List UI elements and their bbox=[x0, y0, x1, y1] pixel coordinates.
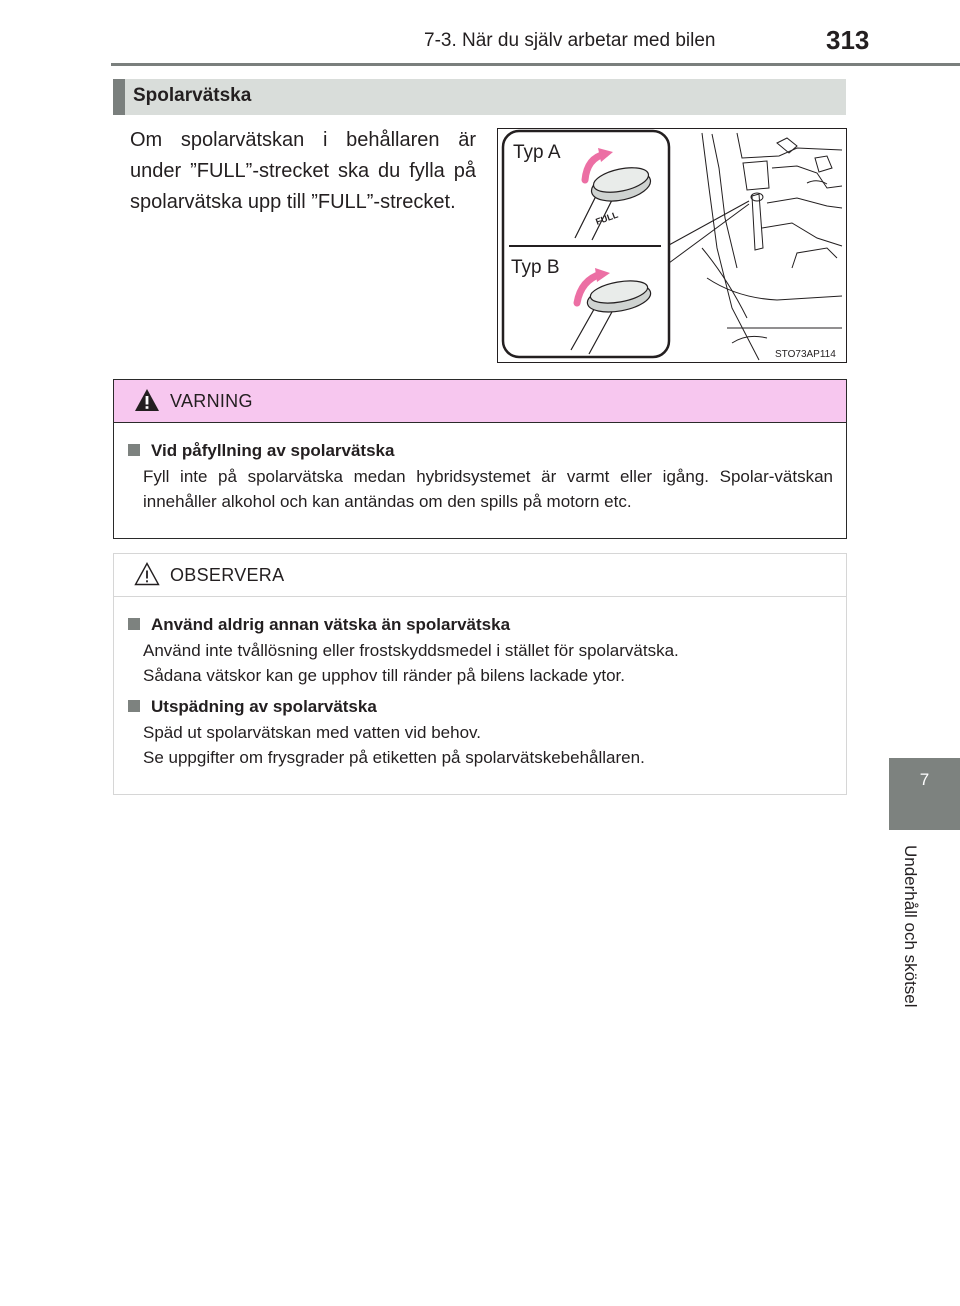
section-title: Spolarvätska bbox=[133, 85, 252, 106]
notice-item-line: Se uppgifter om frysgrader på etiketten på spolarvätskebehållaren. bbox=[143, 748, 645, 767]
notice-header bbox=[114, 554, 846, 597]
bullet-square bbox=[128, 618, 140, 630]
label-typ-a: Typ A bbox=[513, 142, 561, 163]
warning-item bbox=[128, 440, 833, 514]
intro-paragraph: Om spolarvätskan i behållaren är under ”FULL”-strecket ska du fylla på spolarvätska upp till ”FULL”-strecket. bbox=[130, 129, 476, 213]
notice-heading: OBSERVERA bbox=[170, 565, 285, 585]
notice-item-line: Använd inte tvållösning eller frostskyddsmedel i stället för spolarvätska. bbox=[143, 641, 679, 660]
chapter-number: 7 bbox=[919, 770, 930, 789]
warning-item-title: Vid påfyllning av spolarvätska bbox=[151, 441, 395, 460]
notice-box bbox=[113, 553, 847, 795]
header-section-title: 7-3. När du själv arbetar med bilen bbox=[424, 30, 716, 51]
notice-item-line: Späd ut spolarvätskan med vatten vid behov. bbox=[143, 723, 481, 742]
warning-header bbox=[114, 380, 846, 423]
figure-code: STO73AP114 bbox=[775, 349, 836, 360]
bullet-square bbox=[128, 700, 140, 712]
notice-item bbox=[128, 614, 833, 688]
chapter-title-vertical bbox=[890, 845, 930, 1045]
header-divider bbox=[111, 63, 960, 66]
chapter-title: Underhåll och skötsel bbox=[901, 845, 920, 1008]
warning-triangle-icon bbox=[134, 388, 160, 412]
section-heading-bar bbox=[113, 79, 846, 115]
notice-item-title: Utspädning av spolarvätska bbox=[151, 697, 377, 716]
warning-box bbox=[113, 379, 847, 539]
chapter-tab bbox=[889, 758, 960, 830]
label-typ-b: Typ B bbox=[511, 257, 560, 278]
bullet-square bbox=[128, 444, 140, 456]
page-number: 313 bbox=[826, 25, 870, 55]
caution-triangle-outline-icon bbox=[134, 562, 160, 586]
notice-item bbox=[128, 696, 833, 770]
warning-heading: VARNING bbox=[170, 391, 253, 411]
warning-item-body: Fyll inte på spolarvätska medan hybridsystemet är varmt eller igång. Spolar-vätskan innehåller alkohol och kan antändas om den spills på motorn etc. bbox=[143, 467, 833, 511]
section-marker bbox=[113, 79, 125, 115]
notice-item-line: Sådana vätskor kan ge upphov till ränder på bilens lackade ytor. bbox=[143, 666, 625, 685]
notice-item-title: Använd aldrig annan vätska än spolarvätska bbox=[151, 615, 511, 634]
cap-full-label: FULL bbox=[594, 209, 620, 227]
washer-fluid-figure bbox=[497, 128, 847, 363]
